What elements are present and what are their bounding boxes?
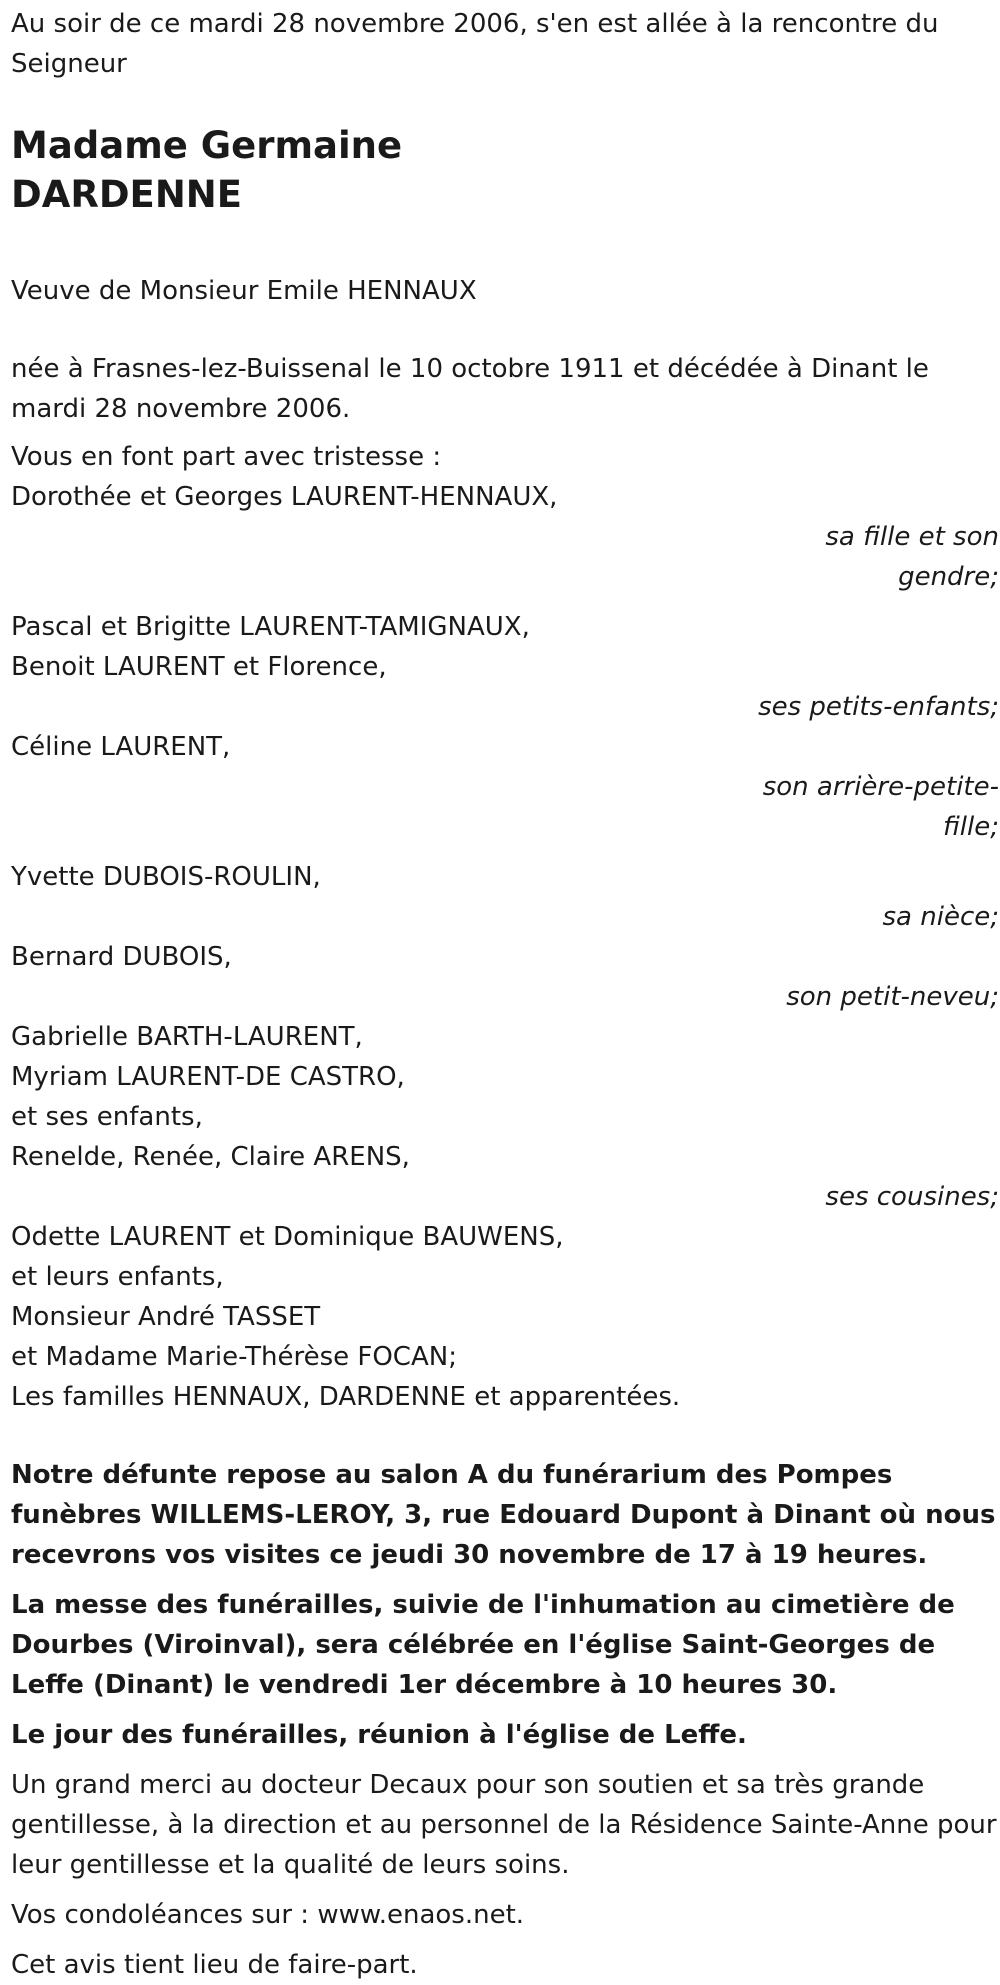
family-name: Bernard DUBOIS, xyxy=(11,942,232,972)
other-relative-line: et Madame Marie-Thérèse FOCAN; xyxy=(11,1342,457,1372)
family-name: Céline LAURENT, xyxy=(11,732,231,762)
deceased-name-line1: Madame Germaine xyxy=(11,124,403,167)
thanks-text: Un grand merci au docteur Decaux pour son soutien et sa très grande gentillesse, à la direction et au personnel de la Résidence Sainte-Anne pour leur gentillesse et la qualité de leurs soins. xyxy=(11,1770,997,1880)
family-name: Myriam LAURENT-DE CASTRO, xyxy=(11,1062,405,1092)
family-relation: son arrière-petite-fille; xyxy=(762,772,999,842)
announce-text: Vous en font part avec tristesse : xyxy=(11,442,442,472)
obituary-body xyxy=(11,4,999,1985)
family-name: et ses enfants, xyxy=(11,1102,203,1132)
family-group xyxy=(11,937,999,1017)
family-name: Yvette DUBOIS-ROULIN, xyxy=(11,862,321,892)
family-group xyxy=(11,857,999,937)
family-relation: sa nièce; xyxy=(882,902,999,932)
family-group xyxy=(11,477,999,597)
meeting-text: Le jour des funérailles, réunion à l'église de Leffe. xyxy=(11,1720,747,1750)
deceased-name xyxy=(11,121,999,219)
birth-death-text: née à Frasnes-lez-Buissenal le 10 octobre 1911 et décédée à Dinant le mardi 28 novembre 2006. xyxy=(11,354,929,424)
condolences-text: Vos condoléances sur : www.enaos.net. xyxy=(11,1900,525,1930)
other-relatives xyxy=(11,1217,999,1417)
family-group xyxy=(11,727,999,847)
other-relative-line: Monsieur André TASSET xyxy=(11,1302,321,1332)
other-relative-line: Odette LAURENT et Dominique BAUWENS, xyxy=(11,1222,564,1252)
intro-text: Au soir de ce mardi 28 novembre 2006, s'en est allée à la rencontre du Seigneur xyxy=(11,9,939,79)
widow-of-text: Veuve de Monsieur Emile HENNAUX xyxy=(11,276,477,306)
other-relative-line: Les familles HENNAUX, DARDENNE et apparentées. xyxy=(11,1382,681,1412)
family-name: Gabrielle BARTH-LAURENT, xyxy=(11,1022,363,1052)
visitation-text: Notre défunte repose au salon A du funérarium des Pompes funèbres WILLEMS-LEROY, 3, rue Edouard Dupont à Dinant où nous recevrons vos visites ce jeudi 30 novembre de 17 à 19 heures. xyxy=(11,1460,996,1570)
family-relation: ses cousines; xyxy=(825,1182,999,1212)
family-name: Benoit LAURENT et Florence, xyxy=(11,652,387,682)
family-group xyxy=(11,1017,999,1217)
notice-text: Cet avis tient lieu de faire-part. xyxy=(11,1950,418,1980)
family-group xyxy=(11,607,999,727)
family-name: Pascal et Brigitte LAURENT-TAMIGNAUX, xyxy=(11,612,530,642)
family-relation: sa fille et son gendre; xyxy=(825,522,999,592)
family-name: Renelde, Renée, Claire ARENS, xyxy=(11,1142,410,1172)
family-relation: son petit-neveu; xyxy=(786,982,999,1012)
family-relation: ses petits-enfants; xyxy=(758,692,999,722)
deceased-name-line2: DARDENNE xyxy=(11,173,243,216)
other-relative-line: et leurs enfants, xyxy=(11,1262,224,1292)
funeral-text: La messe des funérailles, suivie de l'inhumation au cimetière de Dourbes (Viroinval), sera célébrée en l'église Saint-Georges de Leffe (Dinant) le vendredi 1er décembre à 10 heures 30. xyxy=(11,1590,955,1700)
family-name: Dorothée et Georges LAURENT-HENNAUX, xyxy=(11,482,558,512)
